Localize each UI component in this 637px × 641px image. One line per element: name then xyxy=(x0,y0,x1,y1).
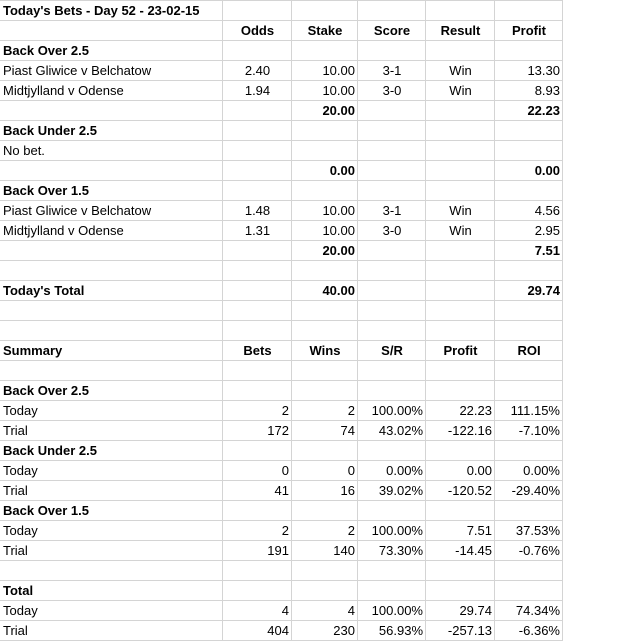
table-row xyxy=(0,181,637,201)
cell-label[interactable] xyxy=(0,321,223,341)
table-row xyxy=(0,221,637,241)
table-row xyxy=(0,461,637,481)
cell-col-b[interactable]: Odds xyxy=(240,23,275,38)
cell-col-c[interactable]: 10.00 xyxy=(322,83,355,98)
cell-col-e[interactable] xyxy=(426,381,495,401)
cell-col-b[interactable]: 1.31 xyxy=(244,223,271,238)
cell-col-e[interactable] xyxy=(426,121,495,141)
table-row xyxy=(0,161,637,181)
cell-col-f[interactable]: -7.10% xyxy=(518,423,560,438)
cell-label[interactable] xyxy=(0,561,223,581)
cell-col-b[interactable]: Bets xyxy=(243,343,272,358)
cell-col-e[interactable]: -122.16 xyxy=(447,423,492,438)
cell-col-f[interactable]: ROI xyxy=(517,343,541,358)
cell-col-f[interactable] xyxy=(495,361,563,381)
cell-col-c[interactable]: 230 xyxy=(333,623,355,638)
cell-col-e[interactable]: Win xyxy=(449,223,472,238)
cell-col-d[interactable] xyxy=(358,361,426,381)
cell-col-d[interactable] xyxy=(358,181,426,201)
cell-col-e[interactable] xyxy=(426,321,495,341)
cell-label[interactable]: Trial xyxy=(3,543,28,558)
cell-col-c[interactable] xyxy=(292,441,358,461)
cell-col-d[interactable]: S/R xyxy=(381,343,403,358)
cell-col-e[interactable] xyxy=(426,441,495,461)
cell-col-d[interactable]: 0.00% xyxy=(386,463,423,478)
table-row xyxy=(0,141,637,161)
cell-col-c[interactable] xyxy=(292,1,358,21)
cell-col-b[interactable] xyxy=(223,121,292,141)
cell-col-d[interactable] xyxy=(358,581,426,601)
cell-col-f[interactable]: 0.00 xyxy=(534,163,560,178)
cell-col-b[interactable]: 2.40 xyxy=(244,63,271,78)
cell-col-b[interactable] xyxy=(223,381,292,401)
cell-col-c[interactable]: 4 xyxy=(347,603,355,618)
cell-col-e[interactable] xyxy=(426,161,495,181)
cell-col-d[interactable] xyxy=(358,301,426,321)
cell-col-c[interactable] xyxy=(292,361,358,381)
cell-col-b[interactable] xyxy=(223,161,292,181)
cell-label[interactable]: No bet. xyxy=(3,143,45,158)
cell-col-b[interactable] xyxy=(223,261,292,281)
cell-col-c[interactable]: 140 xyxy=(333,543,355,558)
table-row xyxy=(0,121,637,141)
cell-col-d[interactable]: 3-0 xyxy=(382,223,402,238)
cell-label[interactable]: Today's Bets - Day 52 - 23-02-15 xyxy=(3,3,200,18)
cell-col-e[interactable]: -120.52 xyxy=(447,483,492,498)
cell-label[interactable] xyxy=(0,161,223,181)
cell-label[interactable]: Piast Gliwice v Belchatow xyxy=(3,203,152,218)
cell-col-f[interactable] xyxy=(495,381,563,401)
cell-col-b[interactable] xyxy=(223,41,292,61)
cell-col-b[interactable] xyxy=(223,141,292,161)
cell-label[interactable] xyxy=(0,21,223,41)
cell-col-f[interactable]: -6.36% xyxy=(518,623,560,638)
cell-col-c[interactable]: Wins xyxy=(309,343,341,358)
cell-col-b[interactable] xyxy=(223,281,292,301)
table-row xyxy=(0,301,637,321)
table-row xyxy=(0,561,637,581)
cell-col-e[interactable]: 7.51 xyxy=(466,523,492,538)
cell-col-d[interactable]: 43.02% xyxy=(378,423,423,438)
cell-col-b[interactable]: 2 xyxy=(281,523,289,538)
cell-col-f[interactable]: 0.00% xyxy=(523,463,560,478)
cell-col-f[interactable] xyxy=(495,441,563,461)
cell-col-e[interactable] xyxy=(426,241,495,261)
cell-col-f[interactable]: -29.40% xyxy=(511,483,560,498)
cell-col-b[interactable]: 1.94 xyxy=(244,83,271,98)
cell-label[interactable]: Back Over 1.5 xyxy=(3,503,90,518)
cell-col-c[interactable]: 20.00 xyxy=(322,243,355,258)
cell-col-d[interactable]: 100.00% xyxy=(371,523,423,538)
table-row xyxy=(0,261,637,281)
table-row xyxy=(0,281,637,301)
cell-label[interactable]: Back Under 2.5 xyxy=(3,123,97,138)
cell-col-e[interactable]: Result xyxy=(440,23,481,38)
table-row xyxy=(0,61,637,81)
cell-col-b[interactable]: 172 xyxy=(267,423,289,438)
cell-col-e[interactable] xyxy=(426,501,495,521)
cell-col-d[interactable] xyxy=(358,241,426,261)
cell-col-c[interactable] xyxy=(292,581,358,601)
cell-col-c[interactable] xyxy=(292,501,358,521)
cell-label[interactable] xyxy=(0,361,223,381)
cell-col-c[interactable]: 2 xyxy=(347,403,355,418)
cell-col-f[interactable] xyxy=(495,321,563,341)
cell-col-d[interactable]: 3-1 xyxy=(382,63,402,78)
cell-col-e[interactable] xyxy=(426,561,495,581)
table-row xyxy=(0,361,637,381)
cell-col-b[interactable] xyxy=(223,241,292,261)
cell-col-b[interactable] xyxy=(223,321,292,341)
cell-col-c[interactable]: 10.00 xyxy=(322,223,355,238)
cell-col-f[interactable]: 37.53% xyxy=(515,523,560,538)
cell-col-b[interactable]: 4 xyxy=(281,603,289,618)
cell-col-c[interactable]: 40.00 xyxy=(322,283,355,298)
cell-label[interactable]: Today xyxy=(3,463,38,478)
cell-col-c[interactable] xyxy=(292,321,358,341)
cell-col-f[interactable] xyxy=(495,501,563,521)
cell-col-f[interactable] xyxy=(495,301,563,321)
cell-col-b[interactable] xyxy=(223,1,292,21)
table-row xyxy=(0,21,637,41)
cell-col-e[interactable]: 22.23 xyxy=(459,403,492,418)
cell-col-c[interactable]: 16 xyxy=(340,483,355,498)
cell-col-c[interactable] xyxy=(292,381,358,401)
cell-col-c[interactable] xyxy=(292,301,358,321)
cell-label[interactable] xyxy=(0,101,223,121)
cell-col-f[interactable] xyxy=(495,121,563,141)
cell-col-d[interactable]: Score xyxy=(373,23,411,38)
cell-label[interactable]: Midtjylland v Odense xyxy=(3,83,124,98)
table-row xyxy=(0,501,637,521)
cell-col-f[interactable]: 2.95 xyxy=(534,223,560,238)
table-row xyxy=(0,41,637,61)
cell-col-b[interactable] xyxy=(223,361,292,381)
table-row xyxy=(0,401,637,421)
cell-col-e[interactable] xyxy=(426,581,495,601)
cell-col-b[interactable] xyxy=(223,101,292,121)
cell-col-c[interactable] xyxy=(292,561,358,581)
cell-col-e[interactable] xyxy=(426,181,495,201)
table-row xyxy=(0,81,637,101)
table-row xyxy=(0,441,637,461)
cell-label[interactable]: Today xyxy=(3,403,38,418)
cell-col-d[interactable] xyxy=(358,381,426,401)
table-row xyxy=(0,621,637,641)
cell-label[interactable] xyxy=(0,301,223,321)
cell-col-d[interactable]: 73.30% xyxy=(378,543,423,558)
cell-col-e[interactable] xyxy=(426,1,495,21)
cell-col-c[interactable]: 0 xyxy=(347,463,355,478)
cell-col-d[interactable] xyxy=(358,121,426,141)
cell-col-b[interactable] xyxy=(223,301,292,321)
cell-col-f[interactable] xyxy=(495,581,563,601)
cell-col-d[interactable] xyxy=(358,441,426,461)
cell-col-f[interactable] xyxy=(495,261,563,281)
cell-label[interactable]: Back Over 2.5 xyxy=(3,383,90,398)
cell-col-b[interactable] xyxy=(223,561,292,581)
cell-col-b[interactable] xyxy=(223,441,292,461)
cell-col-b[interactable]: 2 xyxy=(281,403,289,418)
cell-col-c[interactable] xyxy=(292,181,358,201)
cell-col-f[interactable] xyxy=(495,561,563,581)
cell-label[interactable]: Trial xyxy=(3,423,28,438)
cell-col-e[interactable]: -14.45 xyxy=(455,543,492,558)
cell-col-d[interactable] xyxy=(358,161,426,181)
table-row xyxy=(0,601,637,621)
cell-col-d[interactable]: 3-1 xyxy=(382,203,402,218)
cell-col-c[interactable]: 0.00 xyxy=(329,163,355,178)
cell-col-d[interactable] xyxy=(358,261,426,281)
cell-col-e[interactable]: Win xyxy=(449,83,472,98)
cell-col-b[interactable]: 0 xyxy=(281,463,289,478)
table-row xyxy=(0,381,637,401)
cell-col-d[interactable] xyxy=(358,561,426,581)
cell-col-c[interactable]: 10.00 xyxy=(322,203,355,218)
table-row xyxy=(0,421,637,441)
cell-col-c[interactable] xyxy=(292,121,358,141)
cell-col-d[interactable] xyxy=(358,321,426,341)
cell-col-f[interactable]: 111.15% xyxy=(510,403,560,418)
cell-col-f[interactable] xyxy=(495,181,563,201)
cell-label[interactable]: Today's Total xyxy=(3,283,85,298)
cell-col-f[interactable]: 29.74 xyxy=(527,283,560,298)
cell-col-e[interactable] xyxy=(426,361,495,381)
cell-col-c[interactable]: 10.00 xyxy=(322,63,355,78)
cell-col-e[interactable]: Win xyxy=(449,203,472,218)
cell-col-d[interactable]: 3-0 xyxy=(382,83,402,98)
cell-col-d[interactable] xyxy=(358,1,426,21)
table-row xyxy=(0,241,637,261)
cell-col-f[interactable]: 74.34% xyxy=(515,603,560,618)
cell-col-b[interactable] xyxy=(223,581,292,601)
cell-label[interactable]: Today xyxy=(3,523,38,538)
cell-col-c[interactable]: 74 xyxy=(340,423,355,438)
cell-col-e[interactable] xyxy=(426,101,495,121)
cell-label[interactable]: Trial xyxy=(3,483,28,498)
table-row xyxy=(0,321,637,341)
cell-label[interactable]: Total xyxy=(3,583,34,598)
cell-col-f[interactable]: 4.56 xyxy=(534,203,560,218)
cell-col-d[interactable] xyxy=(358,141,426,161)
cell-col-e[interactable]: Win xyxy=(449,63,472,78)
cell-col-f[interactable]: 22.23 xyxy=(527,103,560,118)
cell-col-e[interactable] xyxy=(426,141,495,161)
cell-col-e[interactable]: 0.00 xyxy=(466,463,492,478)
cell-col-f[interactable]: 7.51 xyxy=(534,243,560,258)
cell-col-e[interactable] xyxy=(426,261,495,281)
cell-col-d[interactable]: 56.93% xyxy=(378,623,423,638)
table-row xyxy=(0,521,637,541)
table-row xyxy=(0,541,637,561)
cell-col-f[interactable] xyxy=(495,1,563,21)
cell-col-d[interactable]: 100.00% xyxy=(371,603,423,618)
cell-col-e[interactable]: Profit xyxy=(443,343,478,358)
cell-label[interactable]: Trial xyxy=(3,623,28,638)
cell-col-e[interactable]: -257.13 xyxy=(447,623,492,638)
cell-col-e[interactable]: 29.74 xyxy=(459,603,492,618)
cell-label[interactable]: Summary xyxy=(3,343,63,358)
cell-col-b[interactable]: 41 xyxy=(274,483,289,498)
cell-col-c[interactable] xyxy=(292,41,358,61)
cell-col-d[interactable] xyxy=(358,41,426,61)
cell-col-f[interactable] xyxy=(495,141,563,161)
cell-col-e[interactable] xyxy=(426,301,495,321)
cell-label[interactable]: Back Over 2.5 xyxy=(3,43,90,58)
cell-col-e[interactable] xyxy=(426,281,495,301)
cell-col-b[interactable] xyxy=(223,181,292,201)
cell-col-b[interactable]: 191 xyxy=(267,543,289,558)
cell-col-c[interactable]: Stake xyxy=(307,23,343,38)
cell-col-c[interactable] xyxy=(292,141,358,161)
cell-label[interactable]: Piast Gliwice v Belchatow xyxy=(3,63,152,78)
cell-col-c[interactable]: 20.00 xyxy=(322,103,355,118)
cell-col-b[interactable] xyxy=(223,501,292,521)
cell-label[interactable]: Midtjylland v Odense xyxy=(3,223,124,238)
cell-col-c[interactable]: 2 xyxy=(347,523,355,538)
cell-col-f[interactable]: Profit xyxy=(512,23,546,38)
cell-col-d[interactable]: 100.00% xyxy=(371,403,423,418)
cell-label[interactable]: Back Under 2.5 xyxy=(3,443,97,458)
cell-label[interactable] xyxy=(0,241,223,261)
cell-col-f[interactable]: 13.30 xyxy=(527,63,560,78)
table-row xyxy=(0,341,637,361)
cell-col-d[interactable]: 39.02% xyxy=(378,483,423,498)
table-row xyxy=(0,481,637,501)
cell-col-f[interactable] xyxy=(495,41,563,61)
table-row xyxy=(0,201,637,221)
cell-label[interactable] xyxy=(0,261,223,281)
cell-col-b[interactable]: 404 xyxy=(267,623,289,638)
cell-col-b[interactable]: 1.48 xyxy=(244,203,271,218)
cell-col-f[interactable]: -0.76% xyxy=(518,543,560,558)
cell-label[interactable]: Back Over 1.5 xyxy=(3,183,90,198)
table-row xyxy=(0,1,637,21)
cell-col-e[interactable] xyxy=(426,41,495,61)
table-row xyxy=(0,581,637,601)
cell-col-f[interactable]: 8.93 xyxy=(534,83,560,98)
cell-col-c[interactable] xyxy=(292,261,358,281)
cell-col-d[interactable] xyxy=(358,101,426,121)
cell-col-d[interactable] xyxy=(358,501,426,521)
cell-label[interactable]: Today xyxy=(3,603,38,618)
cell-col-d[interactable] xyxy=(358,281,426,301)
table-row xyxy=(0,101,637,121)
